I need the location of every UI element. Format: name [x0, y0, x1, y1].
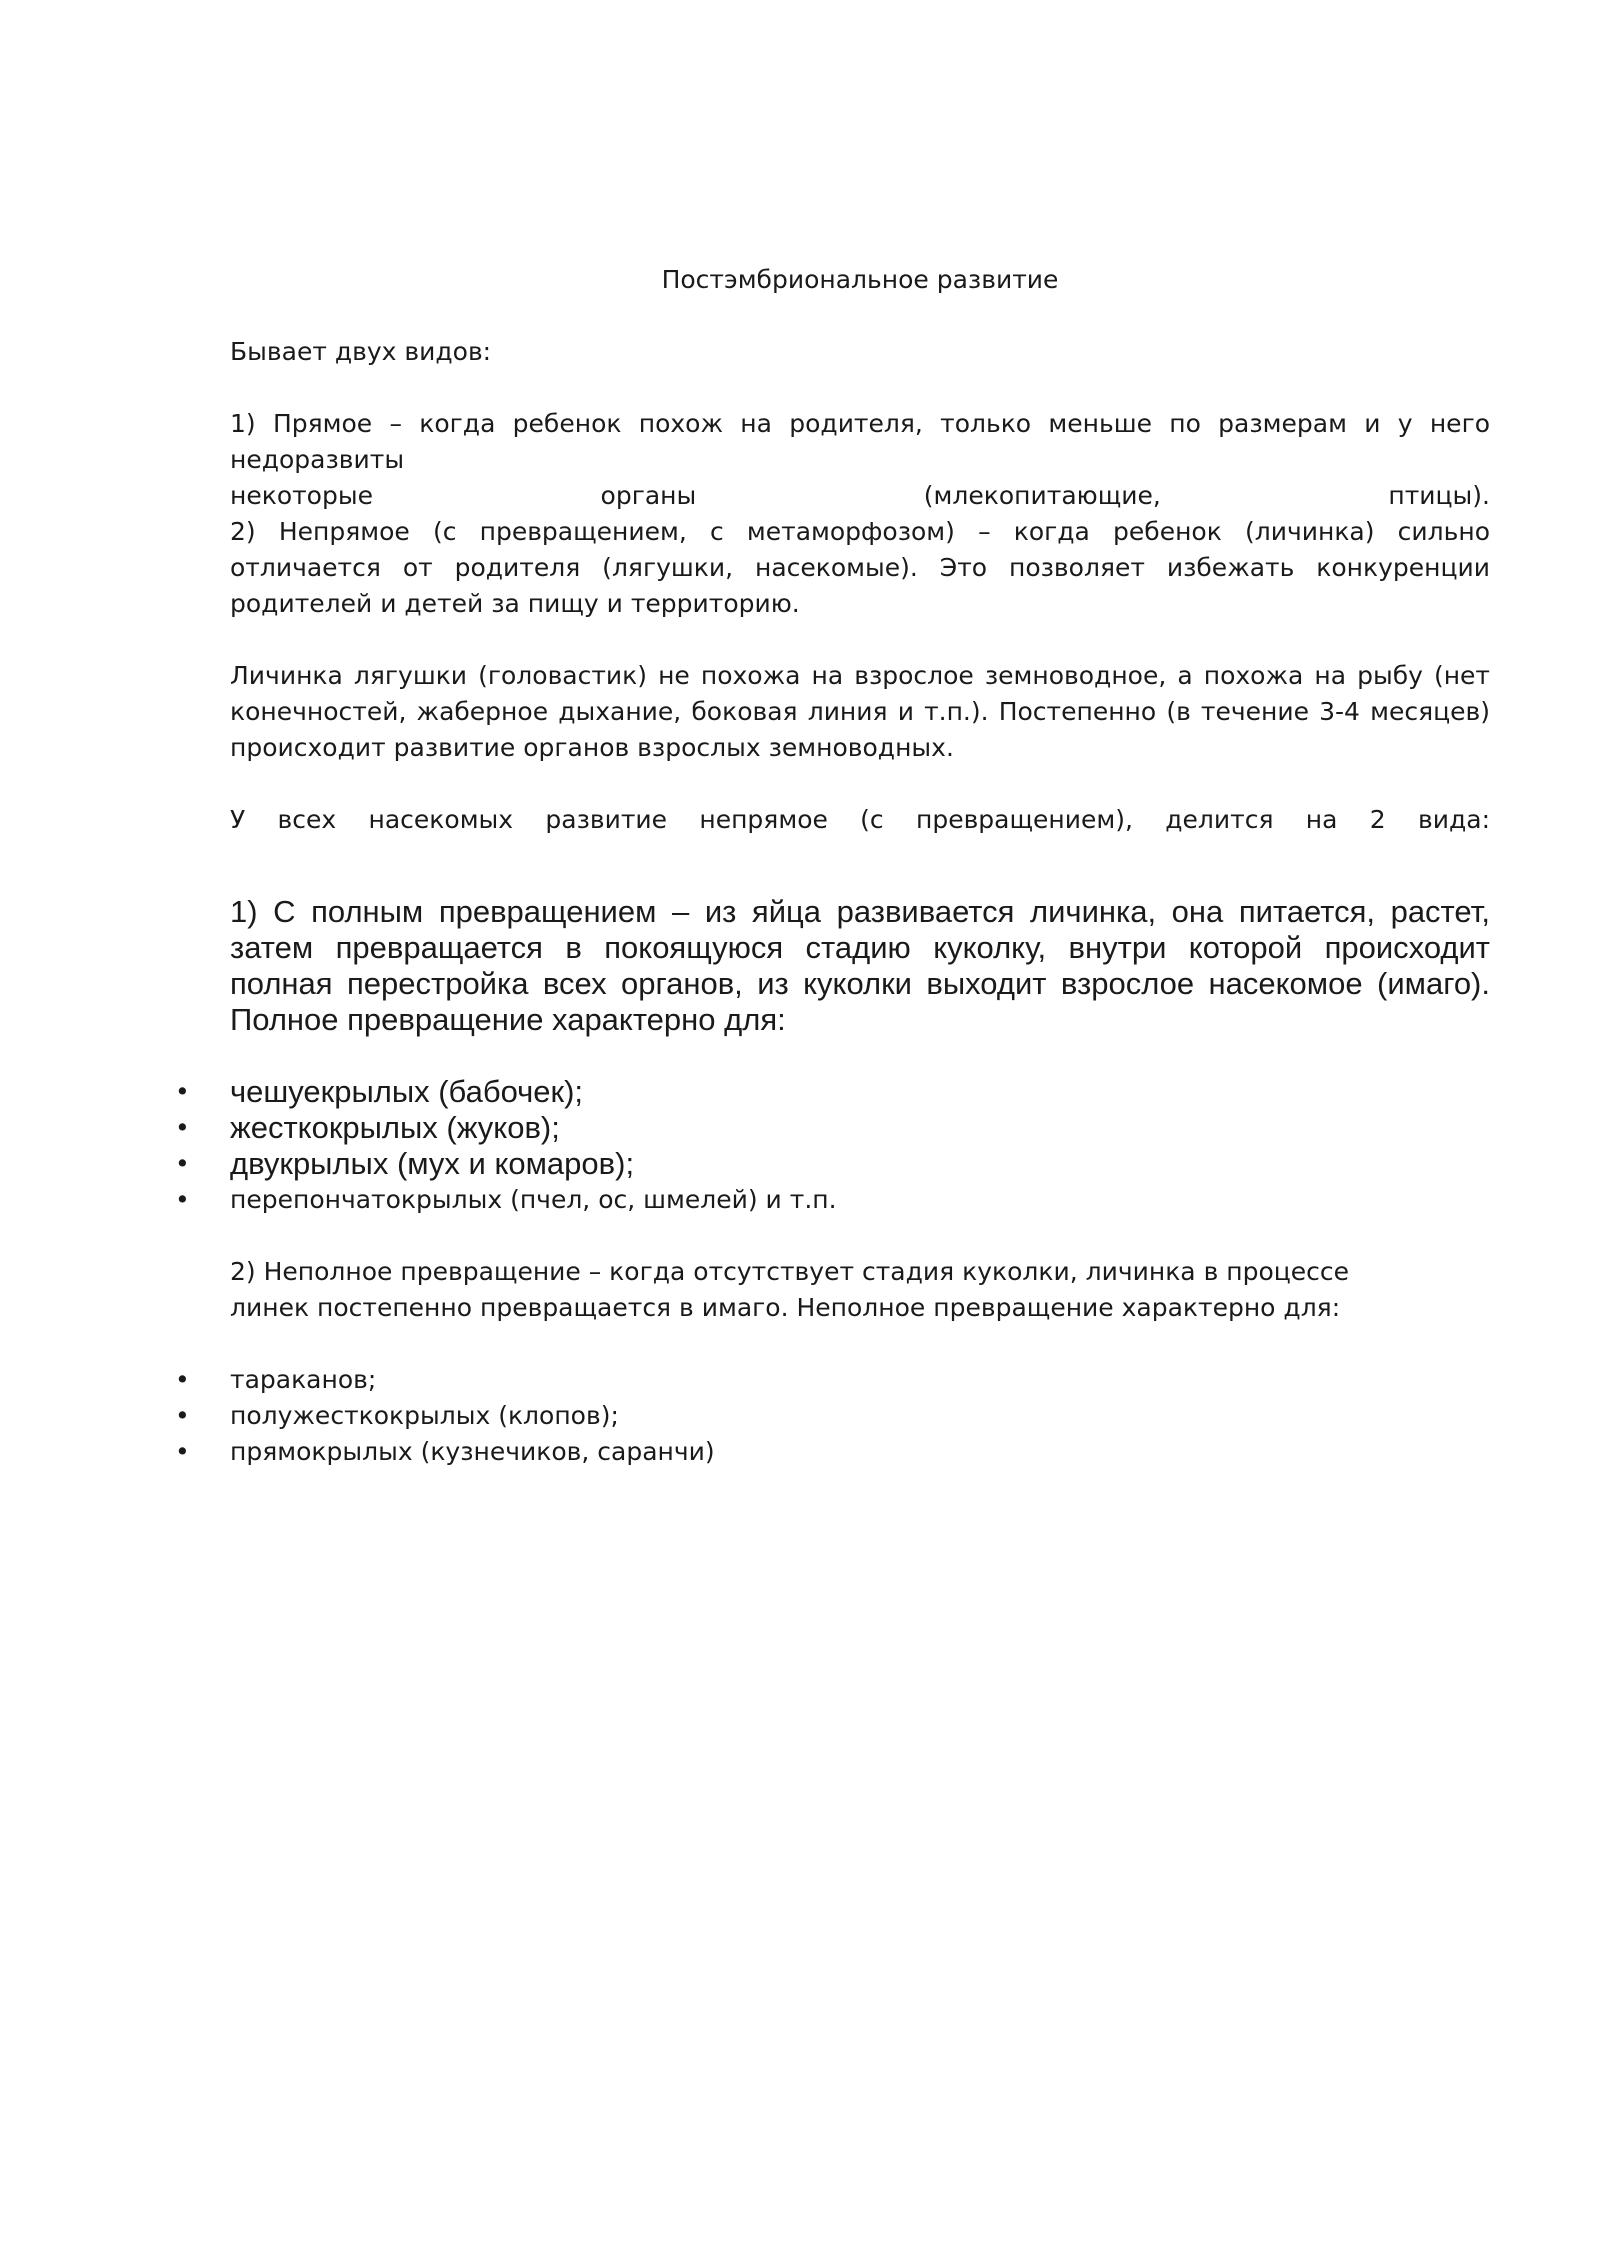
bullet-icon: •: [175, 1113, 190, 1142]
direct-development-line2: некоторые органы (млекопитающие, птицы).: [230, 481, 1490, 510]
bullet-icon: •: [175, 1365, 190, 1394]
document-body: [175, 262, 1490, 1470]
direct-development-line1: 1) Прямое – когда ребенок похож на родителя, только меньше по размерам и у него недоразвиты: [230, 409, 1490, 474]
spacer: [230, 1218, 1490, 1254]
bullet-icon: •: [175, 1437, 190, 1466]
list-item-text: двукрылых (мух и комаров);: [230, 1146, 635, 1181]
spacer: [230, 766, 1490, 802]
incomplete-metamorphosis-paragraph: 2) Неполное превращение – когда отсутствует стадия куколки, личинка в процессе линек постепенно превращается в имаго. Неполное превращение характерно для:: [230, 1257, 1350, 1322]
page-title: Постэмбриональное развитие: [661, 265, 1059, 294]
list-item-text: жесткокрылых (жуков);: [230, 1110, 560, 1145]
complete-metamorphosis-paragraph: 1) С полным превращением – из яйца развивается личинка, она питается, растет, затем превращается в покоящуюся стадию куколку, внутри которой происходит полная перестройка всех органов, из куколки выходит взрослое насекомое (имаго). Полное превращение характерно для:: [230, 894, 1490, 1037]
list-item: [175, 1362, 1490, 1398]
spacer: [230, 622, 1490, 658]
bullet-icon: •: [175, 1077, 190, 1106]
intro-paragraph: Бывает двух видов:: [230, 337, 492, 366]
list-item: [175, 1110, 1490, 1146]
frog-larva-paragraph: Личинка лягушки (головастик) не похожа на взрослое земноводное, а похожа на рыбу (нет конечностей, жаберное дыхание, боковая линия и т.п.). Постепенно (в течение 3-4 месяцев) происходит развитие органов взрослых земноводных.: [230, 661, 1490, 762]
bullet-icon: •: [175, 1401, 190, 1430]
list-item-text: тараканов;: [230, 1365, 377, 1394]
list-item: [175, 1074, 1490, 1110]
incomplete-metamorphosis-list: [175, 1362, 1490, 1470]
spacer: [230, 1038, 1490, 1074]
list-item-text: прямокрылых (кузнечиков, саранчи): [230, 1437, 715, 1466]
spacer: [230, 370, 1490, 406]
list-item-text: полужесткокрылых (клопов);: [230, 1401, 619, 1430]
indirect-development-paragraph: 2) Непрямое (с превращением, с метаморфозом) – когда ребенок (личинка) сильно отличается от родителя (лягушки, насекомые). Это позволяет избежать конкуренции родителей и детей за пищу и территорию.: [230, 517, 1490, 618]
list-item-text: перепончатокрылых (пчел, ос, шмелей) и т.п.: [230, 1185, 837, 1214]
spacer: [230, 838, 1490, 874]
bullet-icon: •: [175, 1149, 190, 1178]
list-item-text: чешуекрылых (бабочек);: [230, 1074, 584, 1109]
bullet-icon: •: [175, 1185, 190, 1214]
spacer: [230, 1326, 1490, 1362]
list-item: [175, 1182, 1490, 1218]
complete-metamorphosis-list: [175, 1074, 1490, 1218]
insects-paragraph: У всех насекомых развитие непрямое (с превращением), делится на 2 вида:: [230, 805, 1490, 834]
list-item: [175, 1434, 1490, 1470]
list-item: [175, 1146, 1490, 1182]
list-item: [175, 1398, 1490, 1434]
spacer: [230, 874, 1490, 894]
